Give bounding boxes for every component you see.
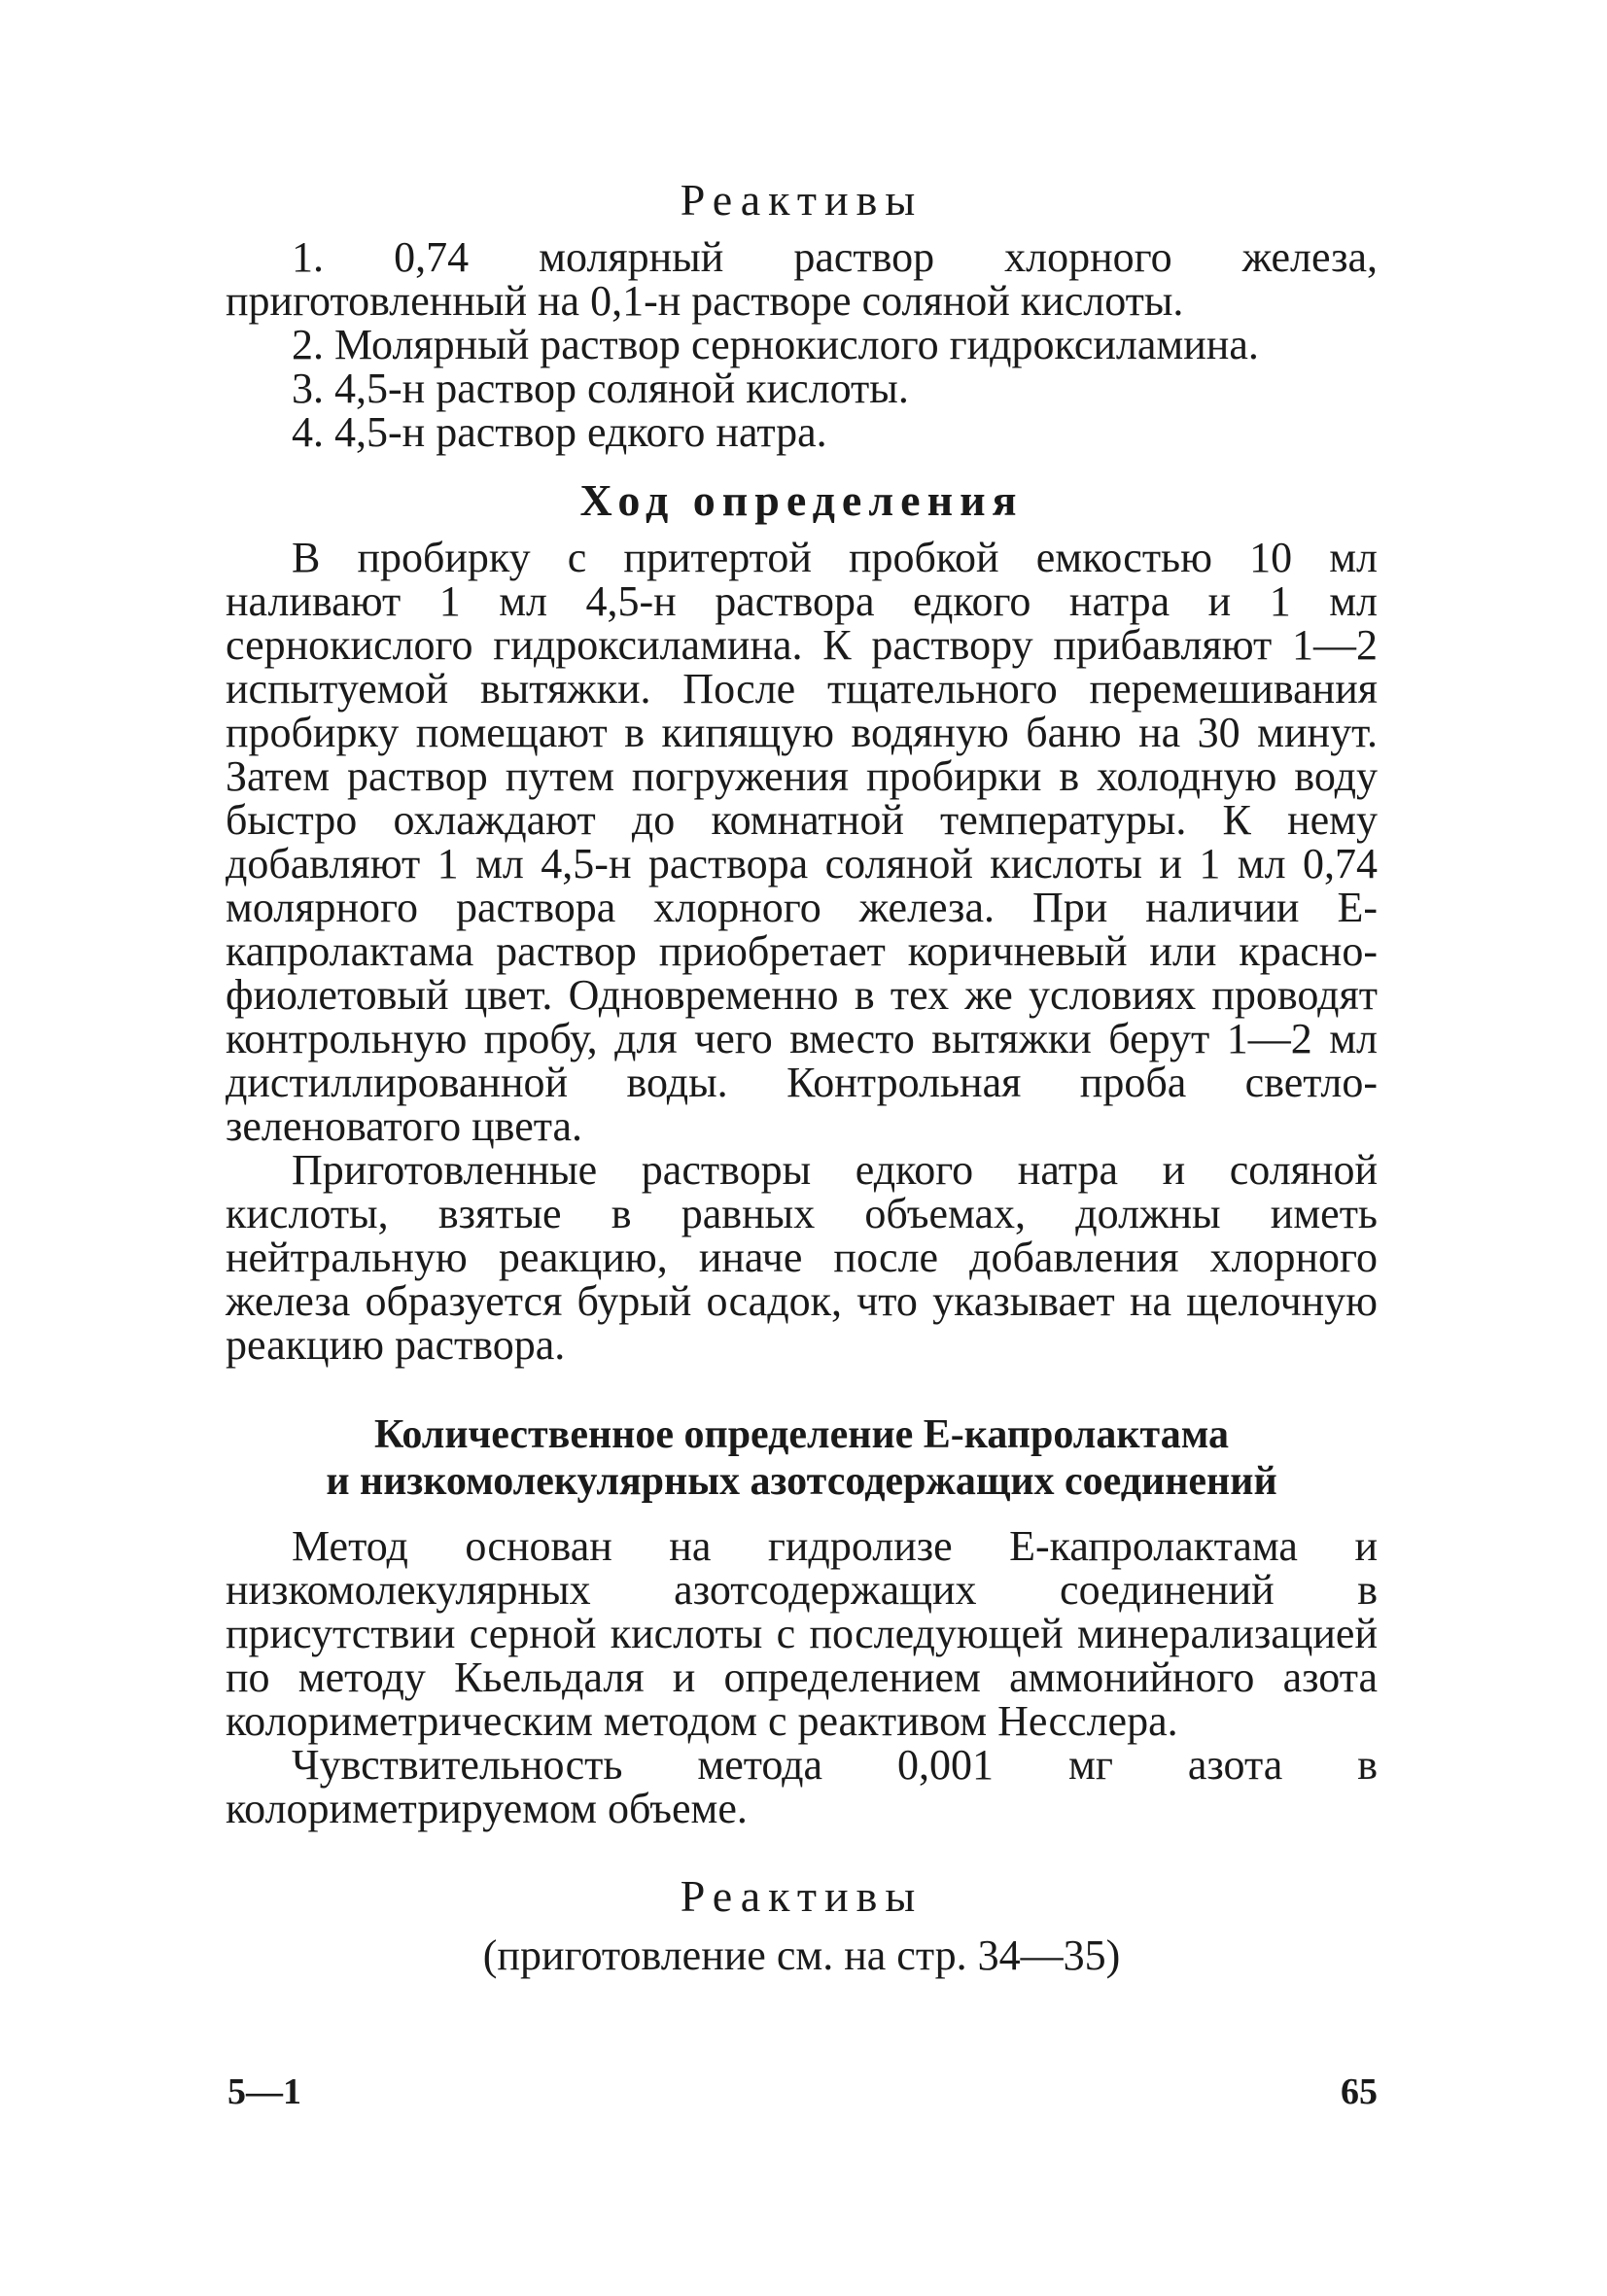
reagents-list	[226, 235, 1378, 454]
reagent-text: 4,5-н раствор соляной кислоты.	[334, 365, 909, 412]
procedure-heading: Ход определения	[579, 475, 1024, 525]
method-paragraph: Чувствительность метода 0,001 мг азота в колориметрируемом объеме.	[226, 1741, 1378, 1832]
method-paragraph: Метод основан на гидролизе Е-капролактама и низкомолекулярных азотсодержащих соединений в присутствии серной кислоты с последующей минерализацией по методу Кьельдаля и определением аммонийного азота колориметрическим методом с реактивом Несслера.	[226, 1522, 1378, 1745]
reagent-item	[226, 323, 1378, 366]
procedure-paragraph: Приготовленные растворы едкого натра и соляной кислоты, взятые в равных объемах, должны иметь нейтральную реакцию, иначе после добавления хлорного железа образуется бурый осадок, что указывает на щелочную реакцию раствора.	[226, 1146, 1378, 1369]
reagents-heading: Реактивы	[680, 175, 924, 225]
reagent-item	[226, 366, 1378, 410]
page-number: 65	[1341, 2071, 1378, 2112]
section-title	[226, 1411, 1378, 1505]
reagent-number: 3.	[292, 365, 324, 412]
reagent-item	[226, 410, 1378, 454]
reagent-number: 1.	[292, 233, 324, 281]
reagent-text: 0,74 молярный раствор хлорного железа, приготовленный на 0,1-н растворе соляной кислоты.	[226, 233, 1378, 325]
reagent-number: 4.	[292, 408, 324, 456]
reagent-item	[226, 235, 1378, 323]
section-title-line: и низкомолекулярных азотсодержащих соединений	[326, 1459, 1277, 1504]
procedure-paragraph: В пробирку с притертой пробкой емкостью 10 мл наливают 1 мл 4,5-н раствора едкого натра и 1 мл сернокислого гидроксиламина. К раствору прибавляют 1—2 испытуемой вытяжки. После тщательного перемешивания пробирку помещают в кипящую водяную баню на 30 минут. Затем раствор путем погружения пробирки в холодную воду быстро охлаждают до комнатной температуры. К нему добавляют 1 мл 4,5-н раствора соляной кислоты и 1 мл 0,74 молярного раствора хлорного железа. При наличии Е-капролактама раствор приобретает коричневый или красно-фиолетовый цвет. Одновременно в тех же условиях проводят контрольную пробу, для чего вместо вытяжки берут 1—2 мл дистиллированной воды. Контрольная проба светло-зеленоватого цвета.	[226, 534, 1378, 1150]
reagent-text: Молярный раствор сернокислого гидроксиламина.	[334, 321, 1259, 368]
reagents-note: (приготовление см. на стр. 34—35)	[482, 1931, 1121, 1979]
section-title-line: Количественное определение Е-капролактама	[373, 1412, 1230, 1457]
signature-mark: 5—1	[227, 2071, 301, 2112]
reagent-text: 4,5-н раствор едкого натра.	[334, 408, 827, 456]
reagents-heading-2: Реактивы	[680, 1871, 924, 1921]
document-page	[226, 175, 1378, 1980]
reagent-number: 2.	[292, 321, 324, 368]
